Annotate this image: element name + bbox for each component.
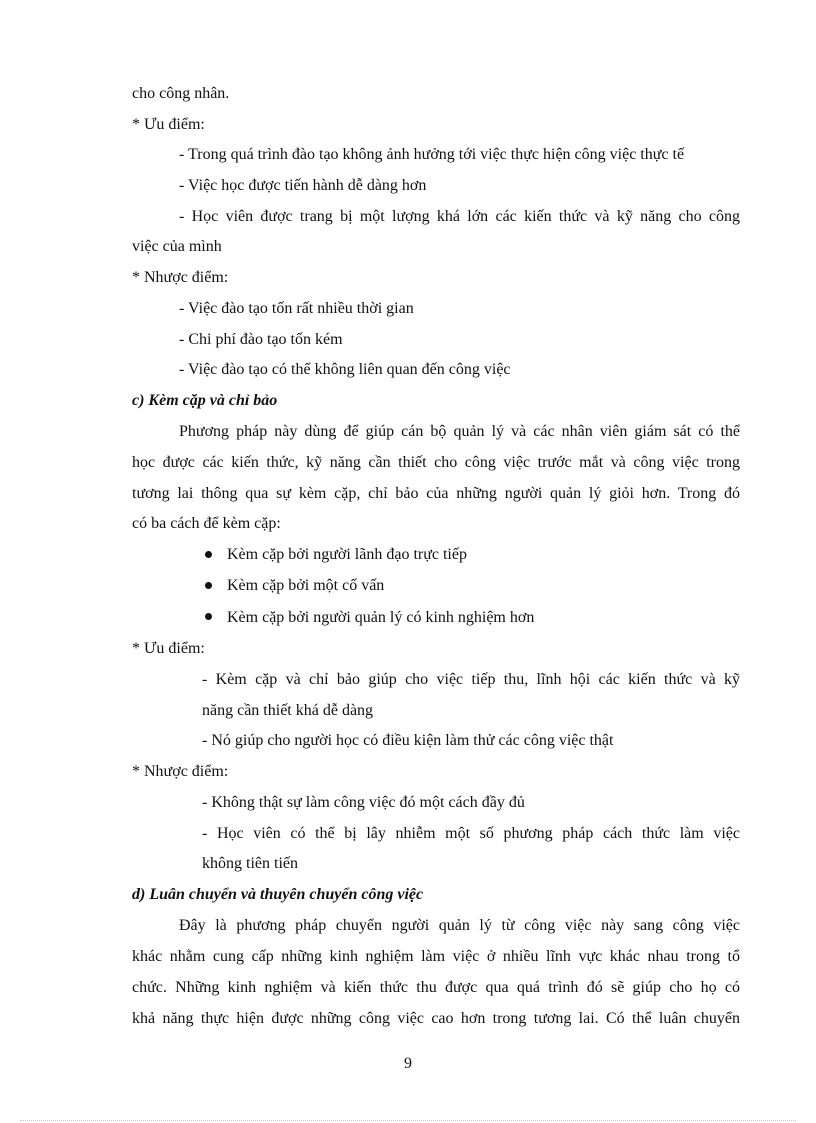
bullet-item: Kèm cặp bởi người quản lý có kinh nghiệm hơn [227,609,535,626]
bullet-item: Kèm cặp bởi một cố vấn [227,577,385,594]
paragraph-line: Đây là phương pháp chuyển người quản lý từ công việc này sang công việc [179,917,740,934]
advantage-item: - Học viên được trang bị một lượng khá lớn các kiến thức và kỹ năng cho công [179,208,740,225]
disadvantages-label: * Nhược điểm: [132,763,229,780]
paragraph-line: học được các kiến thức, kỹ năng cần thiết cho công việc trước mắt và công việc trong [132,454,740,471]
advantage-item-continued: năng cần thiết khá dễ dàng [202,702,374,719]
paragraph-line: có ba cách để kèm cặp: [132,515,281,532]
section-heading: c) Kèm cặp và chỉ bảo [132,392,278,409]
advantages-label: * Ưu điểm: [132,640,205,657]
advantage-item: - Kèm cặp và chỉ bảo giúp cho việc tiếp thu, lĩnh hội các kiến thức và kỹ [202,671,740,688]
page-bottom-border [20,1120,796,1121]
paragraph-line: tương lai thông qua sự kèm cặp, chỉ bảo của những người quản lý giỏi hơn. Trong đó [132,485,740,502]
paragraph-line: chức. Những kinh nghiệm và kiến thức thu được qua quá trình đó sẽ giúp cho họ có [132,979,740,996]
bullet-icon [205,582,212,589]
bullet-icon [205,551,212,558]
paragraph-line: cho công nhân. [132,85,230,102]
bullet-item: Kèm cặp bởi người lãnh đạo trực tiếp [227,546,467,563]
bullet-icon [205,613,212,620]
advantage-item-continued: việc của mình [132,238,222,255]
advantage-item: - Trong quá trình đào tạo không ảnh hưởng tới việc thực hiện công việc thực tế [179,146,685,163]
disadvantage-item-continued: không tiên tiến [202,855,298,872]
paragraph-line: khả năng thực hiện được những công việc cao hơn trong tương lai. Có thể luân chuyển [132,1010,740,1027]
section-heading: d) Luân chuyển và thuyên chuyển công việc [132,886,424,903]
advantage-item: - Nó giúp cho người học có điều kiện làm thử các công việc thật [202,732,614,749]
advantage-item: - Việc học được tiến hành dễ dàng hơn [179,177,427,194]
disadvantage-item: - Việc đào tạo tốn rất nhiều thời gian [179,300,414,317]
disadvantage-item: - Học viên có thể bị lây nhiễm một số phương pháp cách thức làm việc [202,825,740,842]
disadvantage-item: - Không thật sự làm công việc đó một cách đầy đủ [202,794,525,811]
advantages-label: * Ưu điểm: [132,116,205,133]
disadvantages-label: * Nhược điểm: [132,269,229,286]
disadvantage-item: - Việc đào tạo có thể không liên quan đến công việc [179,361,511,378]
page-number: 9 [404,1055,412,1072]
paragraph-line: khác nhằm cung cấp những kinh nghiệm làm việc ở nhiều lĩnh vực khác nhau trong tổ [132,948,740,965]
paragraph-line: Phương pháp này dùng để giúp cán bộ quản lý và các nhân viên giám sát có thể [179,423,740,440]
disadvantage-item: - Chi phí đào tạo tốn kém [179,331,343,348]
